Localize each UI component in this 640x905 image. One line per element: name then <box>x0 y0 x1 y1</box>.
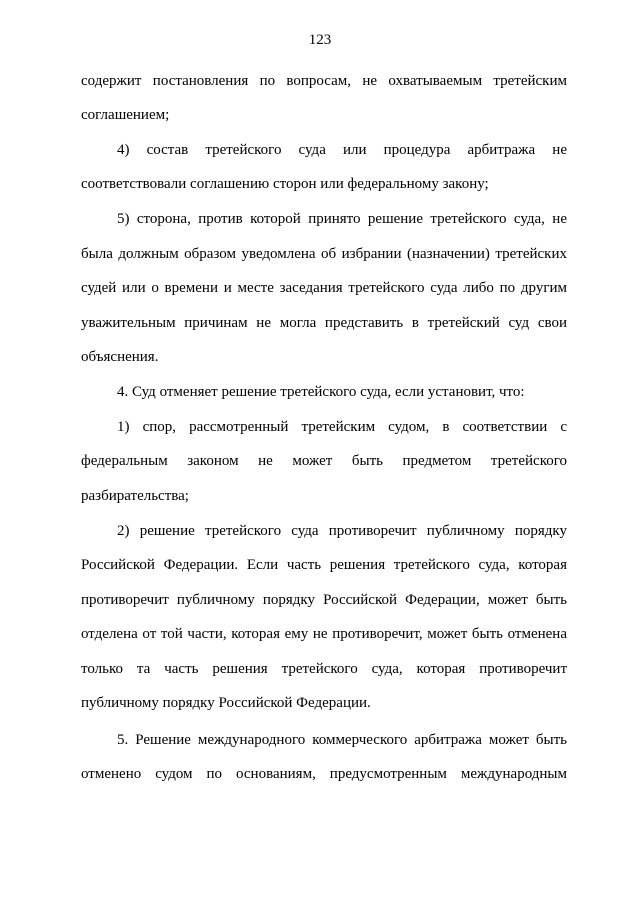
text-line: Российской Федерации. Если часть решения третейского суда, которая <box>81 557 567 573</box>
text-line: 5. Решение международного коммерческого арбитража может быть <box>117 732 567 748</box>
text-line: 4. Суд отменяет решение третейского суда, если установит, что: <box>117 384 525 400</box>
text-line: отделена от той части, которая ему не противоречит, может быть отменена <box>81 626 567 642</box>
text-line: федеральным законом не может быть предметом третейского <box>81 453 567 469</box>
text-line: уважительным причинам не могла представить в третейский суд свои <box>81 315 567 331</box>
text-line: разбирательства; <box>81 488 189 504</box>
text-line: объяснения. <box>81 349 159 365</box>
text-line: публичному порядку Российской Федерации. <box>81 695 371 711</box>
text-line: 2) решение третейского суда противоречит публичному порядку <box>117 523 567 539</box>
text-line: была должным образом уведомлена об избрании (назначении) третейских <box>81 246 567 262</box>
text-line: только та часть решения третейского суда, которая противоречит <box>81 661 567 677</box>
text-line: соответствовали соглашению сторон или федеральному закону; <box>81 176 489 192</box>
page-number: 123 <box>308 32 332 48</box>
text-line: 4) состав третейского суда или процедура арбитража не <box>117 142 567 158</box>
text-line: судей или о времени и месте заседания третейского суда либо по другим <box>81 280 567 296</box>
text-line: противоречит публичному порядку Российской Федерации, может быть <box>81 592 567 608</box>
text-line: содержит постановления по вопросам, не охватываемым третейским <box>81 73 567 89</box>
text-line: 1) спор, рассмотренный третейским судом, в соответствии с <box>117 419 567 435</box>
text-line: 5) сторона, против которой принято решение третейского суда, не <box>117 211 567 227</box>
text-line: соглашением; <box>81 107 170 123</box>
text-line: отменено судом по основаниям, предусмотренным международным <box>81 766 567 782</box>
